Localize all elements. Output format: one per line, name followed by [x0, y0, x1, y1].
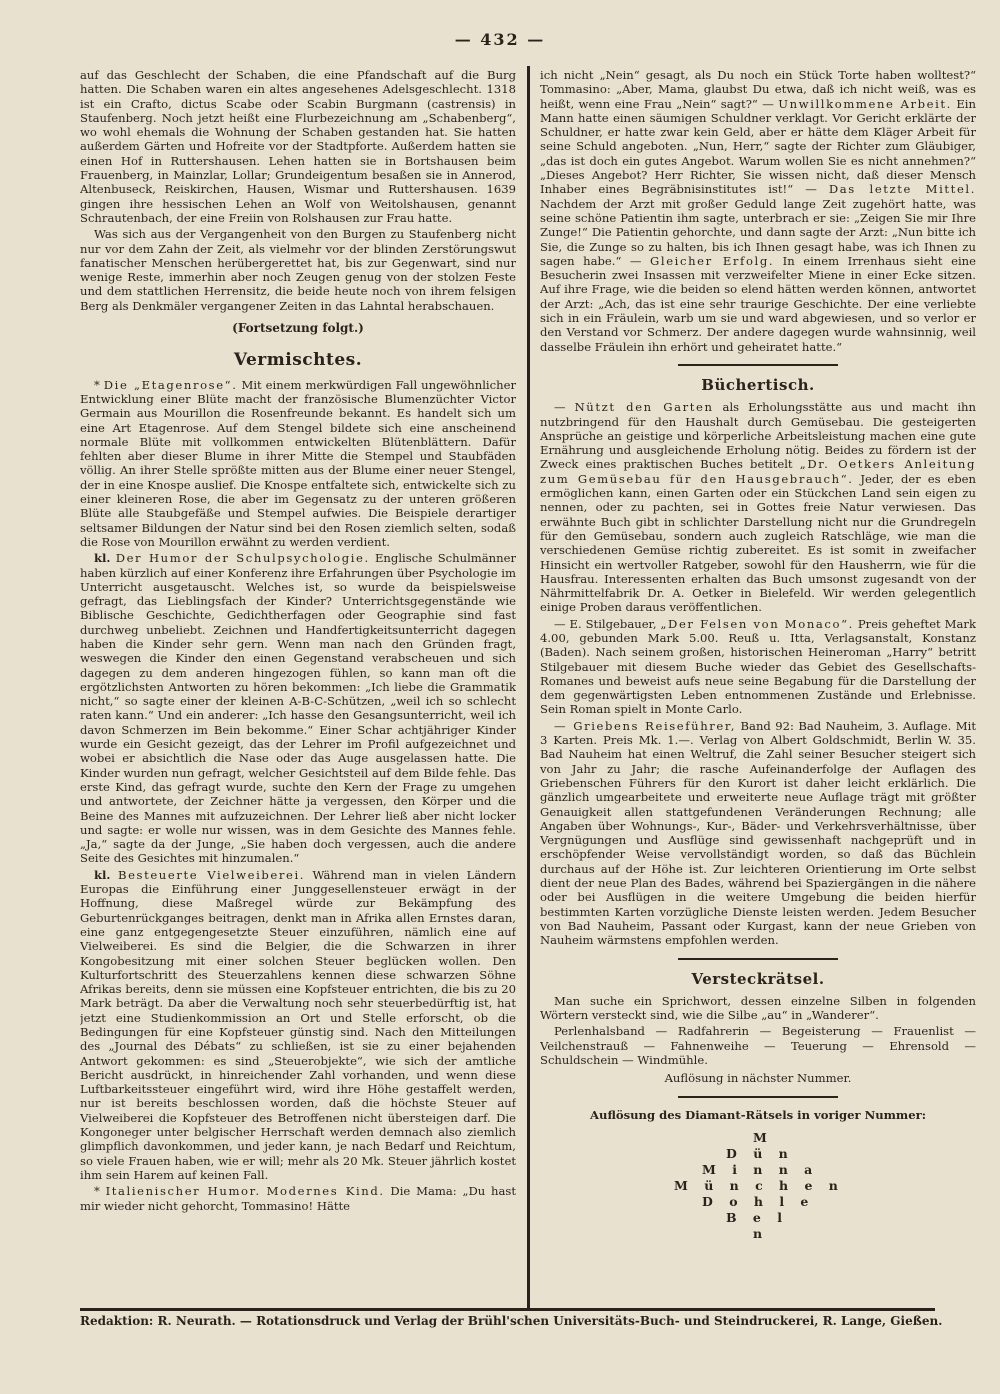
puzzle-intro: Man suche ein Sprichwort, dessen einzelne Silben in folgenden Wörtern versteckt sind, wie die Silbe „au“ in „Wanderer“. [540, 993, 976, 1023]
section-divider [678, 1096, 838, 1098]
book-item-felsen-von-monaco [540, 617, 976, 717]
section-heading-vermischtes: Vermischtes. [233, 350, 363, 371]
section-divider [678, 364, 838, 366]
section-heading-versteckraetsel: Versteckrätsel. [691, 969, 825, 988]
puzzle-words: Perlenhalsband — Radfahrerin — Begeisterung — Frauenlist — Veilchenstrauß — Fahnenweihe — Teuerung — Ehrensold — Schuldschein — Windmühle. [540, 1024, 976, 1067]
item-text: Jeder, der es eben ermöglichen kann, einen Garten oder ein Stückchen Land sein eigen zu nennen, oder zu pachten, sei in Gottes freie Natur verwiesen. Das erwähnte Buch gibt in schlichter Darstellung nicht nur die Grundregeln für den Gemüsebau, sondern auch zugleich Ratschläge, wie man die verschiedenen Gemüse richtig zubereitet. Es ist somit in zweifacher Hinsicht ein wertvoller Ratgeber, sowohl für den Hausherrn, wie für die Hausfrau. Interessenten erhalten das Buch umsonst zugesandt von der Nährmittelfabrik Dr. A. Oetker in Bielefeld. Wir werden gelegentlich einige Proben daraus veröffentlichen. [540, 471, 976, 615]
diamond-row: M [753, 1129, 773, 1145]
item-title: Nützt den Garten [574, 400, 714, 415]
article-closing-paragraph: Was sich aus der Vergangenheit von den Burgen zu Staufenberg nicht nur vor dem Zahn der Zeit, als vielmehr vor der blinden Zerstörungswut fanatischer Menschen herübergerettet hat, bis zur Gegenwart, sind nur wenige Reste, immerhin aber noch Zeugen genug von der stolzen Feste und dem stattlichen Herrensitz, die beide heute noch von ihrem felsigen Berg als Denkmäler vergangener Zeiten in das Lahntal herabschauen. [80, 227, 516, 313]
item-mark: * [94, 1184, 100, 1199]
item-subtitle: Modernes Kind. [266, 1184, 385, 1199]
item-title: Das letzte Mittel. [828, 182, 976, 197]
item-etagenrose: * Die „Etagenrose“. Mit einem merkwürdigen Fall ungewöhnlicher Entwicklung einer Blüte macht der französische Blumenzüchter Victor Germain aus Mourillon die Rosenfreunde bekannt. Es handelt sich um eine Art Etagenrose. Auf dem Stengel bildete sich eine anscheinend normale Blüte mit vollkommen entwickelten Blütenblättern. Dafür fehlten aber dieser Blume in ihrer Mitte die Stempel und Staubfäden völlig. An ihrer Stelle sprößte mitten aus der Blume einer neuer Stengel, der in eine Knospe auslief. Die Knospe entfaltete sich, entwickelte sich zu einer kleineren Rose, die aber im Gegensatz zu der unteren größeren Blüte alle Staubgefäße und Stempel aufwies. Die Beispiele derartiger seltsamer Bildungen der Natur sind bei den Rosen ziemlich selten, sodaß die Rose von Mourillon erwähnt zu werden verdient. [80, 377, 516, 549]
diamond-row: M ü n c h e n [674, 1177, 844, 1193]
item-title: Unwillkommene Arbeit. [778, 96, 952, 111]
page-number: — 432 — [454, 30, 546, 49]
item-text: Preis geheftet Mark 4.00, gebunden Mark 5.00. Reuß u. Itta, Verlagsanstalt, Konstanz (Baden). Nach seinem großen, historischen Heineroman „Harry“ betritt Stilgebauer mit diesem Buche wieder das Gebiet des Gesellschafts-Romanes und beweist aufs neue seine Begabung für die Darstellung der dem gegenwärtigsten Leben entnommenen Zustände und Erlebnisse. Sein Roman spielt in Monte Carlo. [540, 616, 976, 717]
left-column [80, 68, 516, 1308]
diamond-row: M i n n a [702, 1161, 819, 1177]
imprint-footer: Redaktion: R. Neurath. — Rotationsdruck und Verlag der Brühl'schen Universitäts-Buch- und Steindruckerei, R. Lange, Gießen. [80, 1314, 943, 1328]
section-heading-buechertisch: Büchertisch. [701, 375, 815, 394]
item-title: Italienischer Humor. [105, 1184, 261, 1199]
item-title: Die „Etagenrose“. [103, 377, 238, 392]
item-author: — E. Stilgebauer, [554, 616, 657, 631]
humor-text: ich nicht „Nein“ gesagt, als Du noch ein Stück Torte haben wolltest?“ Tommasino: „Aber, Mama, glaubst Du etwa, daß ich nicht weiß, was es heißt, wenn eine Frau „Nein“ sagt?“ — [540, 68, 976, 111]
item-text: Während man in vielen Ländern Europas die Einführung einer Junggesellensteuer erwägt in der Hoffnung, diese Maßregel würde zur Bekämpfung des Geburtenrückganges beitragen, denkt man in Afrika allen Ernstes daran, eine ganz entgegengesetzte Steuer einzuführen, nämlich eine auf Vielweiberei. Es sind die Belgier, die die Schwarzen in ihrer Kongobesitzung mit einer solchen Steuer beglücken wollen. Den Kulturfortschritt des Steuerzahlens kennen diese schwarzen Söhne Afrikas bereits, denn sie müssen eine Kopfsteuer entrichten, die bis zu 20 Mark beträgt. Da aber die Verwaltung noch sehr steuerbedürftig ist, hat jetzt eine Studienkommission an Ort und Stelle erforscht, ob die Bedingungen für eine Kopfsteuer günstig sind. Nach den Mitteilungen des „Journal des Débats“ zu schließen, ist sie zu einer bejahenden Antwort gekommen: es sind „Steuerobjekte“, wie sich der amtliche Bericht ausdrückt, in hinreichender Zahl vorhanden, und wenn diese Luftbarkeitssteuer eingeführt wird, wird ihre Höhe gestaffelt werden, nur ist bereits beschlossen worden, daß die höchste Steuer auf Vielweiberei die Kopfsteuer des Betroffenen nicht übersteigen darf. Die Kongoneger unter belgischer Herrschaft werden demnach also ziemlich glimpflich davonkommen, und jeder kann, je nach Bedarf und Reichtum, so viele Frauen haben, wie er will; mehr als 20 Mk. Steuer jährlich kostet ihm sein Harem auf keinen Fall. [80, 867, 516, 1182]
item-author-mark: kl. [94, 867, 111, 882]
item-title: Besteuerte Vielweiberei. [117, 867, 306, 882]
diamond-row: B e l [726, 1209, 788, 1225]
item-vielweiberei [80, 868, 516, 1183]
book-item-gemuesebau: — Nützt den Garten als Erholungsstätte aus und macht ihn nutzbringend für den Haushalt durch Gemüsebau. Die gesteigerten Ansprüche an geistige und körperliche Arbeitsleistung machen eine gute Ernährung und ausgleichende Erholung nötig. Beides zu fördern ist der Zweck eines praktischen Buches betitelt „Dr. Oetkers Anleitung zum Gemüsebau für den Hausgebrauch“. Jeder, der es eben ermöglichen kann, einen Garten oder ein Stückchen Land sein eigen zu nennen, oder zu pachten, sei in Gottes freie Natur verwiesen. Das erwähnte Buch gibt in schlichter Darstellung nicht nur die Grundregeln für den Gemüsebau, sondern auch zugleich Ratschläge, wie man die verschiedenen Gemüse richtig zubereitet. Es ist somit in zweifacher Hinsicht ein wertvoller Ratgeber, sowohl für den Hausherrn, wie für die Hausfrau. Interessenten erhalten das Buch umsonst zugesandt von der Nährmittelfabrik Dr. A. Oetker in Bielefeld. Wir werden gelegentlich einige Proben daraus veröffentlichen. [540, 400, 976, 615]
item-author-mark: kl. [94, 551, 111, 566]
article-continuation-paragraph: auf das Geschlecht der Schaben, die eine Pfandschaft auf die Burg hatten. Die Schaben waren ein altes angesehenes Adelsgeschlecht. 1318 ist ein Crafto, dictus Scabe oder Scabin Burgmann (castrensis) in Staufenberg. Noch jetzt heißt eine Flurbezeichnung am „Schabenberg“, wo wohl ehemals die Wohnung der Schaben gestanden hat. Sie hatten außerdem Gärten und Hofreite vor der Stadtpforte. Außerdem hatten sie einen Hof in Ruttershausen. Lehen hatten sie in Bortshausen beim Frauenberg, in Mainzlar, Lollar; Grundeigentum besaßen sie in Annerod, Altenbuseck, Reiskirchen, Hausen, Wismar und Ruttershausen. 1639 gingen ihre hessischen Lehen an Wolf von Weitolshausen, genannt Schrautenbach, der eine Freiin von Rolshausen zur Frau hatte. [80, 68, 516, 225]
item-text: Englische Schulmänner haben kürzlich auf einer Konferenz ihre Erfahrungen über Psychologie im Unterricht ausgetauscht. Welches ist, so wurde da beispielsweise gefragt, das Lieblingsfach der Kinder? Unterrichtsgegenstände wie Biblische Geschichte, Gedichtherfagen oder Geographie sind fast durchweg unbeliebt. Zeichnen und Handfertigkeitsunterricht dagegen haben die Kinder sehr gern. Wenn man nach den Gründen fragt, weswegen die Kinder den einen Gegenstand verabscheuen und sich dagegen zu dem anderen hingezogen fühlen, so kann man oft die ergötzlichsten Antworten zu hören bekommen: „Ich liebe die Grammatik nicht,“ so sagte einer der kleinen A-B-C-Schützen, „weil ich so schlecht raten kann.“ Und ein anderer: „Ich hasse den Gesangsunterricht, weil ich davon Schmerzen im Bein bekomme.“ Einer Schar achtjähriger Kinder wurde ein Gesicht gezeigt, das der Lehrer im Profil aufgezeichnet und wobei er absichtlich die Nase oder das Auge ausgelassen hatte. Die Kinder wurden nun gefragt, welcher Gesichtsteil auf dem Bilde fehle. Das erste Kind, das gefragt wurde, suchte den Kern der Frage zu umgehen und antwortete, der Zeichner hätte ja vergessen, den Körper und die Beine des Mannes mit aufzuzeichnen. Der Lehrer ließ aber nicht locker und sagte: er wolle nur wissen, was in dem Gesichte des Mannes fehle. „Ja,“ sagte da der Junge, „Sie haben doch vergessen, auch die andere Seite des Gesichtes mit hinzumalen.“ [80, 551, 516, 866]
item-title: Gleicher Erfolg. [650, 253, 775, 268]
diamond-row: D ü n [726, 1145, 794, 1161]
puzzle-solution-note: Auflösung in nächster Nummer. [664, 1071, 852, 1086]
book-title: „Der Felsen von Monaco“. [660, 616, 854, 631]
item-text: Band 92: Bad Nauheim, 3. Auflage. Mit 3 Karten. Preis Mk. 1.—. Verlag von Albert Goldschmidt, Berlin W. 35. Bad Nauheim hat einen Weltruf, die Zahl seiner Besucher steigert sich von Jahr zu Jahr; die rasche Aufeinanderfolge der Auflagen des Griebenschen Führers für den Kurort ist daher leicht erklärlich. Die gänzlich umgearbeitete und erweiterte neue Auflage trägt mit größter Genauigkeit allen stattgefundenen Veränderungen Rechnung; alle Angaben über Wohnungs-, Kur-, Bäder- und Verkehrsverhältnisse, über Vergnügungen und Ausflüge sind gewissenhaft nachgeprüft und in erschöpfender Weise vervollständigt worden, so daß das Büchlein durchaus auf der Höhe ist. Zur leichteren Orientierung im Orte selbst dient der neue Plan des Bades, während bei Spaziergängen in die nähere oder bei Ausflügen in die weitere Umgebung die beiden hierfür bestimmten Karten vorzügliche Dienste leisten werden. Jedem Besucher von Bad Nauheim, Passant oder Kurgast, kann der neue Grieben von Nauheim wärmstens empfohlen werden. [540, 718, 976, 948]
humor-text: Nachdem der Arzt mit großer Geduld lange Zeit zugehört hatte, was seine schöne Patientin ihm sagte, unterbrach er sie: „Zeigen Sie mir Ihre Zunge!“ Die Patientin gehorchte, und dann sagte der Arzt: „Nun bitte ich Sie, die Zunge so zu halten, bis ich Ihnen gesagt habe, was ich Ihnen zu sagen habe.“ — [540, 196, 976, 268]
humor-text: In einem Irrenhaus sieht eine Besucherin zwei Insassen mit verzweifelter Miene in einer Ecke sitzen. Auf ihre Frage, wie die beiden so elend hätten werden können, antwortet der Arzt: „Ach, das ist eine sehr traurige Geschichte. Der eine verliebte sich in ein Fräulein, warb um sie und ward abgewiesen, und so verlor er den Verstand vor Schmerz. Der andere dagegen wurde wahnsinnig, weil dasselbe Fräulein ihn erhört und geheiratet hatte.“ [540, 253, 976, 354]
column-divider [527, 66, 530, 1308]
diamond-puzzle-solution [540, 1130, 976, 1250]
diamond-row: D o h l e [702, 1193, 815, 1209]
item-text: als Erholungsstätte aus und macht ihn nutzbringend für den Haushalt durch Gemüsebau. Die gesteigerten Ansprüche an geistige und körperliche Arbeitsleistung machen eine gute Ernährung und ausgleichende Erholung nötig. Beides zu fördern ist der Zweck eines praktischen Buches betitelt [540, 400, 976, 472]
section-divider [678, 958, 838, 960]
book-item-griebens-reisefuehrer [540, 719, 976, 948]
diamond-row: n [753, 1225, 769, 1241]
humor-text: Ein Mann hatte einen säumigen Schuldner verklagt. Vor Gericht erklärte der Schuldner, er hatte zwar kein Geld, aber er hätte dem Kläger Arbeit für seine Schuld angeboten. „Nun, Herr,“ sagte der Richter zum Gläubiger, „das ist doch ein gutes Angebot. Warum wollen Sie es nicht annehmen?“ „Dieses Angebot? Herr Richter, Sie wissen nicht, daß dieser Mensch Inhaber eines Begräbnisinstitutes ist!“ — [540, 96, 976, 197]
item-italienischer-humor [80, 1184, 516, 1213]
item-schulpsychologie [80, 551, 516, 866]
footer-divider [80, 1308, 935, 1311]
item-text: Mit einem merkwürdigen Fall ungewöhnlicher Entwicklung einer Blüte macht der französische Blumenzüchter Victor Germain aus Mourillon die Rosenfreunde bekannt. Es handelt sich um eine Art Etagenrose. Auf dem Stengel bildete sich eine anscheinend normale Blüte mit vollkommen entwickelten Blütenblättern. Dafür fehlten aber dieser Blume in ihrer Mitte die Stempel und Staubfäden völlig. An ihrer Stelle sprößte mitten aus der Blume einer neuer Stengel, der in eine Knospe auslief. Die Knospe entfaltete sich, entwickelte sich zu einer kleineren Rose, die aber im Gegensatz zu der unteren größeren Blüte alle Staubgefäße und Stempel aufwies. Die Beispiele derartiger seltsamer Bildungen der Natur sind bei den Rosen ziemlich selten, sodaß die Rose von Mourillon erwähnt zu werden verdient. [80, 377, 516, 549]
right-column [540, 68, 976, 1312]
item-title: Der Humor der Schulpsychologie. [115, 551, 370, 566]
humor-continuation [540, 68, 976, 354]
book-title: — Griebens Reiseführer, [554, 718, 737, 733]
book-title: „Dr. Oetkers Anleitung zum Gemüsebau für den Hausgebrauch“. [540, 457, 976, 486]
continuation-note: (Fortsetzung folgt.) [232, 321, 364, 336]
item-text: Die Mama: „Du hast mir wieder nicht gehorcht, Tommasino! Hätte [80, 1184, 516, 1213]
diamond-solution-title: Auflösung des Diamant-Rätsels in voriger Nummer: [590, 1107, 926, 1122]
